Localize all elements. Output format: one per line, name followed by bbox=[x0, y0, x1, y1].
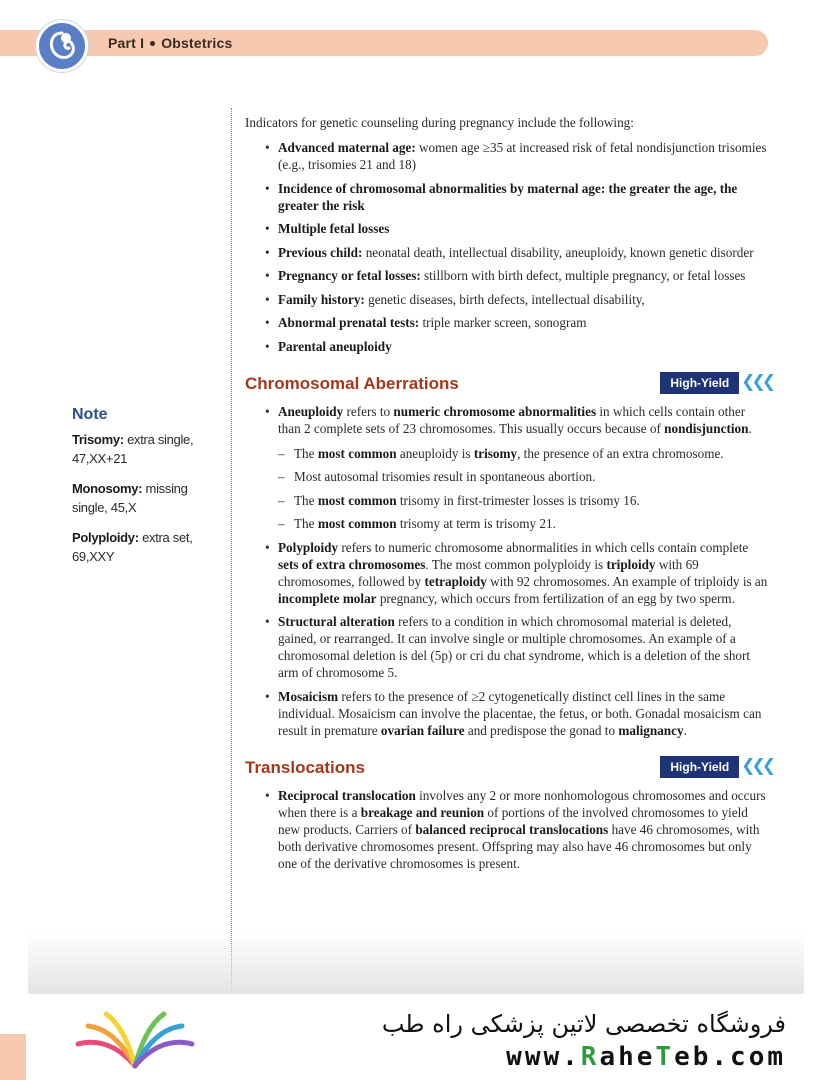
separator-dot bbox=[150, 41, 155, 46]
list-item-reciprocal-translocation bbox=[265, 787, 770, 872]
sub-item bbox=[278, 468, 770, 485]
text-run: trisomy at term is trisomy 21. bbox=[396, 516, 556, 531]
note-title: Note bbox=[72, 406, 108, 423]
list-item-text: women age ≥35 at increased risk of fetal nondisjunction trisomies (e.g., trisomies 21 and 18) bbox=[278, 140, 767, 172]
emphasis: most common bbox=[317, 492, 397, 508]
text-run: . bbox=[748, 420, 752, 436]
sub-item bbox=[278, 445, 770, 462]
list-item-term: Pregnancy or fetal losses: bbox=[278, 268, 421, 283]
page-bottom-shadow bbox=[28, 930, 804, 994]
high-yield-badge bbox=[660, 755, 772, 779]
text-run: . bbox=[683, 722, 687, 738]
emphasis: nondisjunction bbox=[664, 420, 749, 436]
text-run: trisomy in first-trimester losses is trisomy 16. bbox=[396, 492, 640, 508]
text-run: refers to numeric chromosome abnormalities in which cells contain complete bbox=[338, 539, 749, 555]
url-part: R bbox=[580, 1042, 600, 1072]
list-item-term: Parental aneuploidy bbox=[278, 338, 392, 354]
list-item-text: genetic diseases, birth defects, intellectual disability, bbox=[364, 291, 645, 307]
list-item-text: triple marker screen, sonogram bbox=[419, 315, 587, 330]
url-part: eb.com bbox=[674, 1042, 786, 1072]
list-item-text: neonatal death, intellectual disability, aneuploidy, known genetic disorder bbox=[362, 244, 754, 260]
text-run: refers to the presence of ≥2 cytogenetically distinct cell lines in the same individual. Mosaicism can involve the placentae, the fetus, or both. Gonadal mosaicism can result in premature bbox=[278, 688, 762, 738]
term-polyploidy: Polyploidy bbox=[278, 539, 339, 555]
high-yield-label: High-Yield bbox=[660, 756, 739, 778]
text-run: refers to a condition in which chromosomal material is deleted, gained, or rearranged. It can involve single or multiple chromosomes. An example of a chromosomal deletion is del (5p) or cri du chat syndrome, which is a deletion of the short arm of chromosome 5. bbox=[278, 614, 751, 680]
url-part: www. bbox=[506, 1042, 581, 1072]
list-item-term: Advanced maternal age: bbox=[278, 140, 416, 155]
text-run: of portions of the involved chromosomes to yield new products. Carriers of bbox=[278, 804, 748, 837]
text-run: and predispose the gonad to bbox=[464, 722, 619, 738]
text-run: Most autosomal trisomies result in spontaneous abortion. bbox=[294, 469, 596, 484]
note-term: Monosomy: bbox=[72, 481, 143, 496]
emphasis: numeric chromosome abnormalities bbox=[393, 403, 597, 419]
text-run: aneuploidy is bbox=[396, 445, 474, 461]
emphasis: balanced reciprocal translocations bbox=[415, 821, 609, 837]
list-item-text: stillborn with birth defect, multiple pregnancy, or fetal losses bbox=[420, 268, 746, 283]
emphasis: most common bbox=[317, 445, 397, 461]
list-item-term: Abnormal prenatal tests: bbox=[278, 315, 420, 330]
note-item bbox=[72, 430, 222, 468]
text-run: . The most common polyploidy is bbox=[425, 556, 607, 572]
note-text: missing single, 45,X bbox=[72, 481, 188, 515]
note-text: extra single, 47,XX+21 bbox=[72, 432, 194, 466]
list-item-term: Multiple fetal losses bbox=[278, 221, 390, 236]
list-item bbox=[265, 139, 770, 173]
text-run: in which cells contain other than 2 complete sets of 23 chromosomes. This usually occurs because of bbox=[278, 403, 746, 436]
section-header-chromosomal-aberrations bbox=[245, 373, 770, 399]
text-run: with 69 chromosomes, followed by bbox=[278, 556, 699, 589]
text-run: pregnancy, which occurs from fertilization of an egg by two sperm. bbox=[376, 590, 735, 606]
list-item bbox=[265, 291, 770, 308]
list-item bbox=[265, 244, 770, 261]
section-label: Obstetrics bbox=[161, 35, 233, 51]
text-run: refers to bbox=[343, 403, 394, 419]
list-item-aneuploidy bbox=[265, 403, 770, 533]
list-item-polyploidy bbox=[265, 539, 770, 607]
emphasis: most common bbox=[317, 516, 397, 531]
list-item bbox=[265, 314, 770, 331]
list-item bbox=[265, 267, 770, 284]
running-header bbox=[108, 35, 232, 51]
emphasis: triploidy bbox=[606, 556, 656, 572]
list-item-mosaicism bbox=[265, 688, 770, 739]
url-part: ahe bbox=[599, 1042, 656, 1072]
translocations-list bbox=[265, 787, 770, 872]
text-run: The bbox=[294, 445, 318, 461]
high-yield-label: High-Yield bbox=[660, 372, 739, 394]
chevron-left-icon: ❮❮❮ bbox=[741, 372, 772, 392]
note-text: extra set, 69,XXY bbox=[72, 530, 193, 564]
emphasis: trisomy bbox=[473, 445, 518, 461]
emphasis: breakage and reunion bbox=[360, 804, 485, 820]
store-name-persian: فروشگاه تخصصی لاتین پزشکی راه طب bbox=[381, 1010, 786, 1038]
section-header-translocations bbox=[245, 757, 770, 783]
fetus-icon bbox=[36, 20, 88, 72]
list-item-term: Previous child: bbox=[278, 244, 363, 260]
url-part: T bbox=[655, 1042, 675, 1072]
footer-accent-strip bbox=[0, 1034, 26, 1080]
aberrations-list bbox=[265, 403, 770, 739]
list-item bbox=[265, 338, 770, 355]
aneuploidy-sublist bbox=[278, 445, 770, 533]
note-item bbox=[72, 528, 222, 566]
note-term: Trisomy: bbox=[72, 432, 124, 447]
text-run: involves any 2 or more nonhomologous chromosomes and occurs when there is a bbox=[278, 787, 766, 820]
open-book-logo-icon bbox=[70, 1008, 200, 1075]
emphasis: incomplete molar bbox=[278, 590, 377, 606]
chevron-left-icon: ❮❮❮ bbox=[741, 756, 772, 776]
text-run: , the presence of an extra chromosome. bbox=[517, 445, 724, 461]
note-sidebar bbox=[72, 406, 222, 577]
term-reciprocal-translocation: Reciprocal translocation bbox=[278, 787, 416, 803]
list-item bbox=[265, 220, 770, 237]
text-run: The bbox=[294, 492, 318, 508]
list-item-term: Family history: bbox=[278, 291, 365, 307]
list-item bbox=[265, 180, 770, 214]
list-item-term: Incidence of chromosomal abnormalities by maternal age: the greater the age, the greater the risk bbox=[278, 180, 738, 213]
high-yield-badge bbox=[660, 371, 772, 395]
indicator-list bbox=[265, 139, 770, 355]
store-url bbox=[506, 1042, 786, 1072]
section-title: Chromosomal Aberrations bbox=[245, 373, 459, 393]
list-item-structural-alteration bbox=[265, 613, 770, 681]
section-title: Translocations bbox=[245, 757, 365, 777]
sub-item bbox=[278, 492, 770, 509]
emphasis: malignancy bbox=[618, 722, 684, 738]
column-divider bbox=[231, 108, 232, 994]
sub-item bbox=[278, 515, 770, 532]
emphasis: sets of extra chromosomes bbox=[278, 556, 426, 572]
term-aneuploidy: Aneuploidy bbox=[278, 403, 344, 419]
main-content bbox=[245, 114, 770, 878]
part-label: Part I bbox=[108, 35, 145, 51]
text-run: with 92 chromosomes. An example of triploidy is an bbox=[486, 573, 768, 589]
text-run: The bbox=[294, 516, 318, 531]
emphasis: ovarian failure bbox=[380, 722, 465, 738]
note-term: Polyploidy: bbox=[72, 530, 139, 545]
note-item bbox=[72, 479, 222, 517]
term-mosaicism: Mosaicism bbox=[278, 688, 339, 704]
term-structural-alteration: Structural alteration bbox=[278, 614, 395, 629]
emphasis: tetraploidy bbox=[424, 573, 487, 589]
text-run: have 46 chromosomes, with both derivative chromosomes present. Offspring may also have 46 chromosomes but only one of the derivative chromosomes is present. bbox=[278, 821, 760, 871]
intro-paragraph: Indicators for genetic counseling during pregnancy include the following: bbox=[245, 115, 634, 130]
